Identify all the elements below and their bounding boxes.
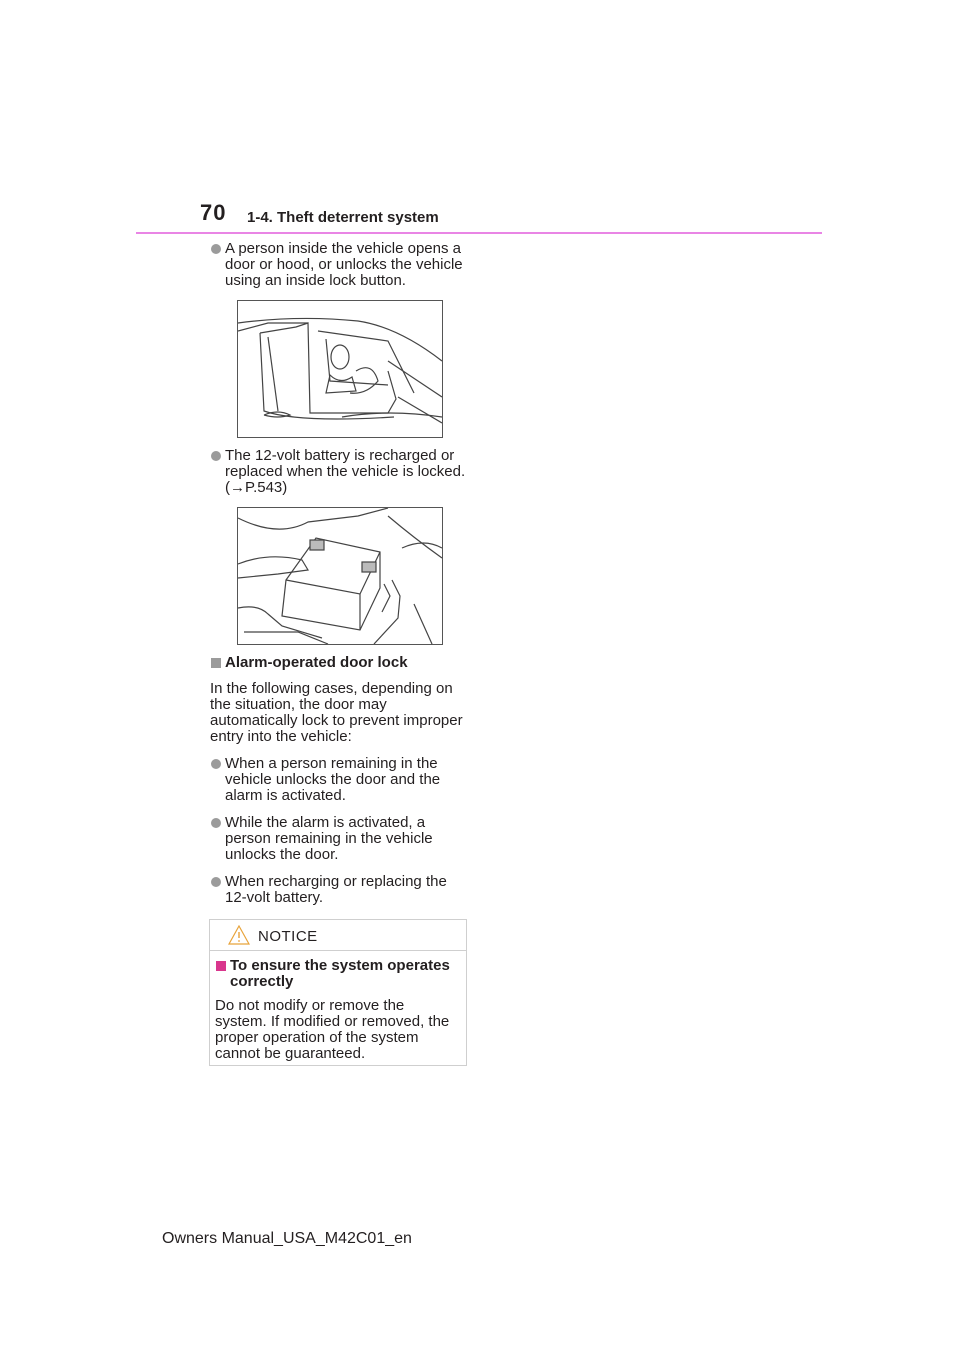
bullet-icon: [211, 759, 221, 769]
case-text: When a person remaining in the vehicle unlocks the door and the alarm is activated.: [225, 755, 441, 804]
case-item: [210, 815, 470, 863]
footer-text: Owners Manual_USA_M42C01_en: [162, 1230, 412, 1247]
bullet-icon: [211, 244, 221, 254]
page-number: 70: [200, 200, 227, 225]
section-title: 1-4. Theft deterrent system: [247, 209, 439, 226]
section-heading: [210, 655, 470, 671]
notice-heading: [215, 958, 460, 990]
case-text: While the alarm is activated, a person remaining in the vehicle unlocks the door.: [225, 814, 433, 863]
notice-header: [210, 920, 466, 951]
car-door-illustration: [238, 301, 442, 437]
bullet-item: [210, 448, 470, 496]
intro-paragraph: In the following cases, depending on the situation, the door may automatically lock to prevent improper entry into the vehicle:: [210, 680, 463, 745]
warning-triangle-icon: [228, 925, 250, 950]
notice-text: Do not modify or remove the system. If modified or removed, the proper operation of the system cannot be guaranteed.: [215, 997, 450, 1062]
bullet-icon: [211, 451, 221, 461]
case-item: [210, 874, 470, 906]
notice-label: NOTICE: [258, 928, 318, 945]
section-heading-text: Alarm-operated door lock: [225, 654, 408, 671]
bullet-item: [210, 241, 470, 289]
square-bullet-icon: [216, 961, 226, 971]
notice-body: [210, 951, 466, 1062]
square-bullet-icon: [211, 658, 221, 668]
bullet-icon: [211, 877, 221, 887]
illustration-person-in-vehicle: [237, 300, 443, 438]
bullet-icon: [211, 818, 221, 828]
bullet-text: A person inside the vehicle opens a door or hood, or unlocks the vehicle using an inside lock button.: [225, 240, 463, 289]
main-content: [210, 241, 470, 917]
battery-illustration: [238, 508, 442, 644]
notice-box: [209, 919, 467, 1066]
case-text: When recharging or replacing the 12-volt battery.: [225, 873, 447, 906]
notice-heading-text: To ensure the system operates correctly: [230, 957, 450, 990]
case-item: [210, 756, 470, 804]
illustration-battery-replacement: [237, 507, 443, 645]
bullet-text: The 12-volt battery is recharged or replaced when the vehicle is locked. (→P.543): [225, 447, 466, 496]
header-rule: [136, 232, 822, 234]
